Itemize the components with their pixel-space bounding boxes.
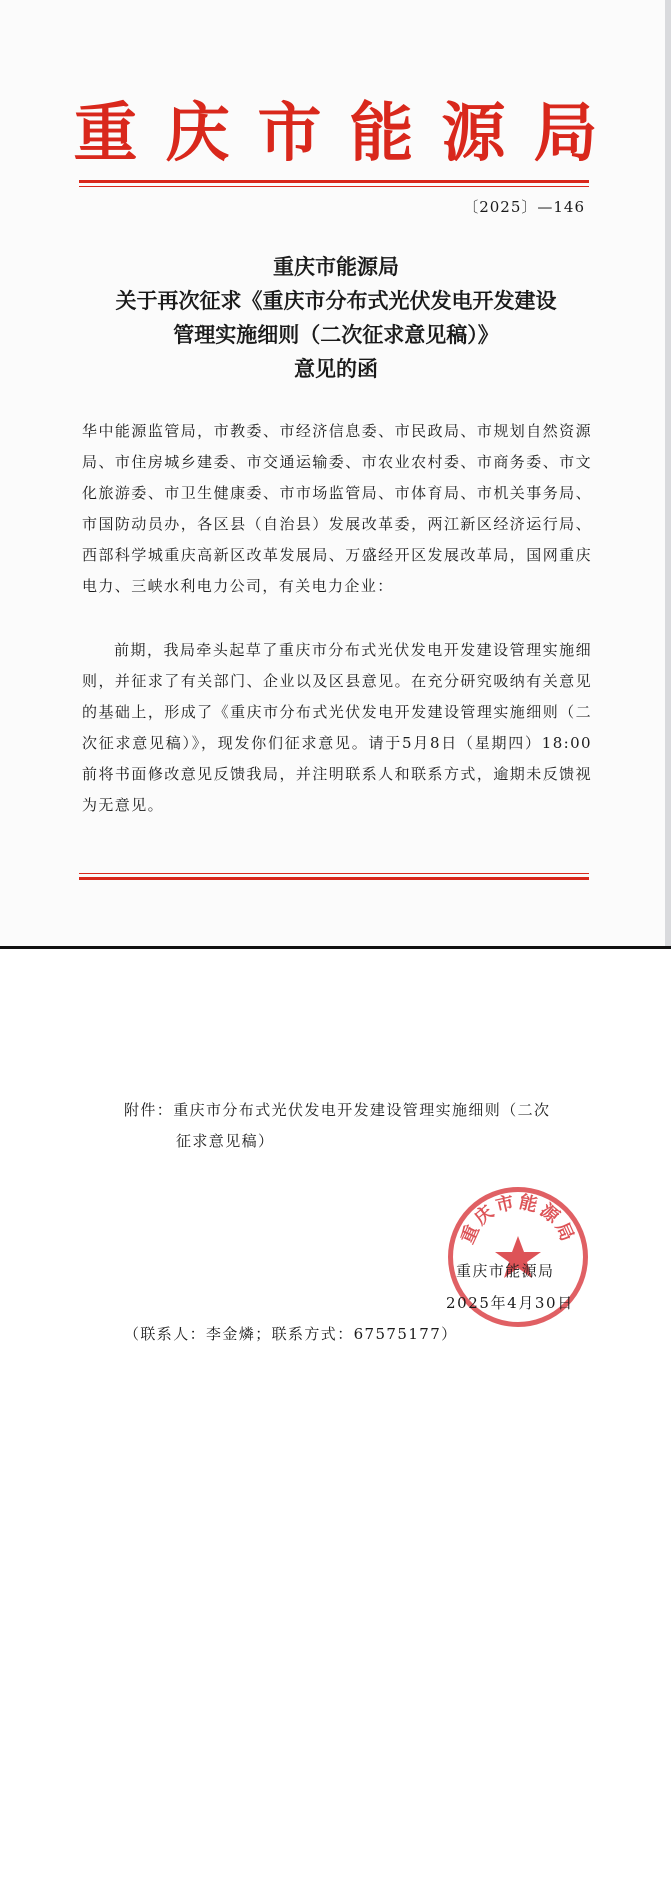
title-line-1: 重庆市能源局 <box>273 254 399 279</box>
letterhead-red-rule-thick <box>79 180 589 183</box>
footer-red-rule-thin <box>79 873 589 874</box>
seal-text: 重庆市能源局 <box>457 1192 579 1248</box>
letterhead-red-rule-thin <box>79 186 589 187</box>
attachment-line-2: 征求意见稿） <box>176 1132 275 1150</box>
contact-info: （联系人：李金燐；联系方式：67575177） <box>124 1325 458 1343</box>
letterhead-title: 重庆市能源局 <box>73 97 626 171</box>
issue-date: 2025年4月30日 <box>446 1294 574 1312</box>
document-page-2 <box>0 949 671 1899</box>
title-line-4: 意见的函 <box>294 356 378 381</box>
recipients-list: 华中能源监管局，市教委、市经济信息委、市民政局、市规划自然资源局、市住房城乡建委、市交通运输委、市农业农村委、市商务委、市文化旅游委、市卫生健康委、市市场监管局、市体育局、市机关事务局、市国防动员办，各区县（自治县）发展改革委，两江新区经济运行局、西部科学城重庆高新区改革发展局、万盛经开区发展改革局，国网重庆电力、三峡水利电力公司，有关电力企业： <box>82 422 592 595</box>
title-line-2: 关于再次征求《重庆市分布式光伏发电开发建设 <box>115 288 557 313</box>
title-line-3: 管理实施细则（二次征求意见稿）》 <box>173 322 499 347</box>
document-number: 〔2025〕—146 <box>463 198 585 216</box>
body-paragraph: 前期，我局牵头起草了重庆市分布式光伏发电开发建设管理实施细则，并征求了有关部门、企业以及区县意见。在充分研究吸纳有关意见的基础上，形成了《重庆市分布式光伏发电开发建设管理实施细则（二次征求意见稿）》，现发你们征求意见。请于5月8日（星期四）18:00前将书面修改意见反馈我局，并注明联系人和联系方式，逾期未反馈视为无意见。 <box>82 641 592 814</box>
attachment-line-1: 附件：重庆市分布式光伏发电开发建设管理实施细则（二次 <box>124 1101 551 1119</box>
document-title <box>80 250 592 386</box>
document-page-1 <box>0 0 671 946</box>
footer-red-rule-thick <box>79 877 589 880</box>
attachment-note <box>124 1095 594 1157</box>
issuer-signature: 重庆市能源局 <box>456 1262 555 1280</box>
